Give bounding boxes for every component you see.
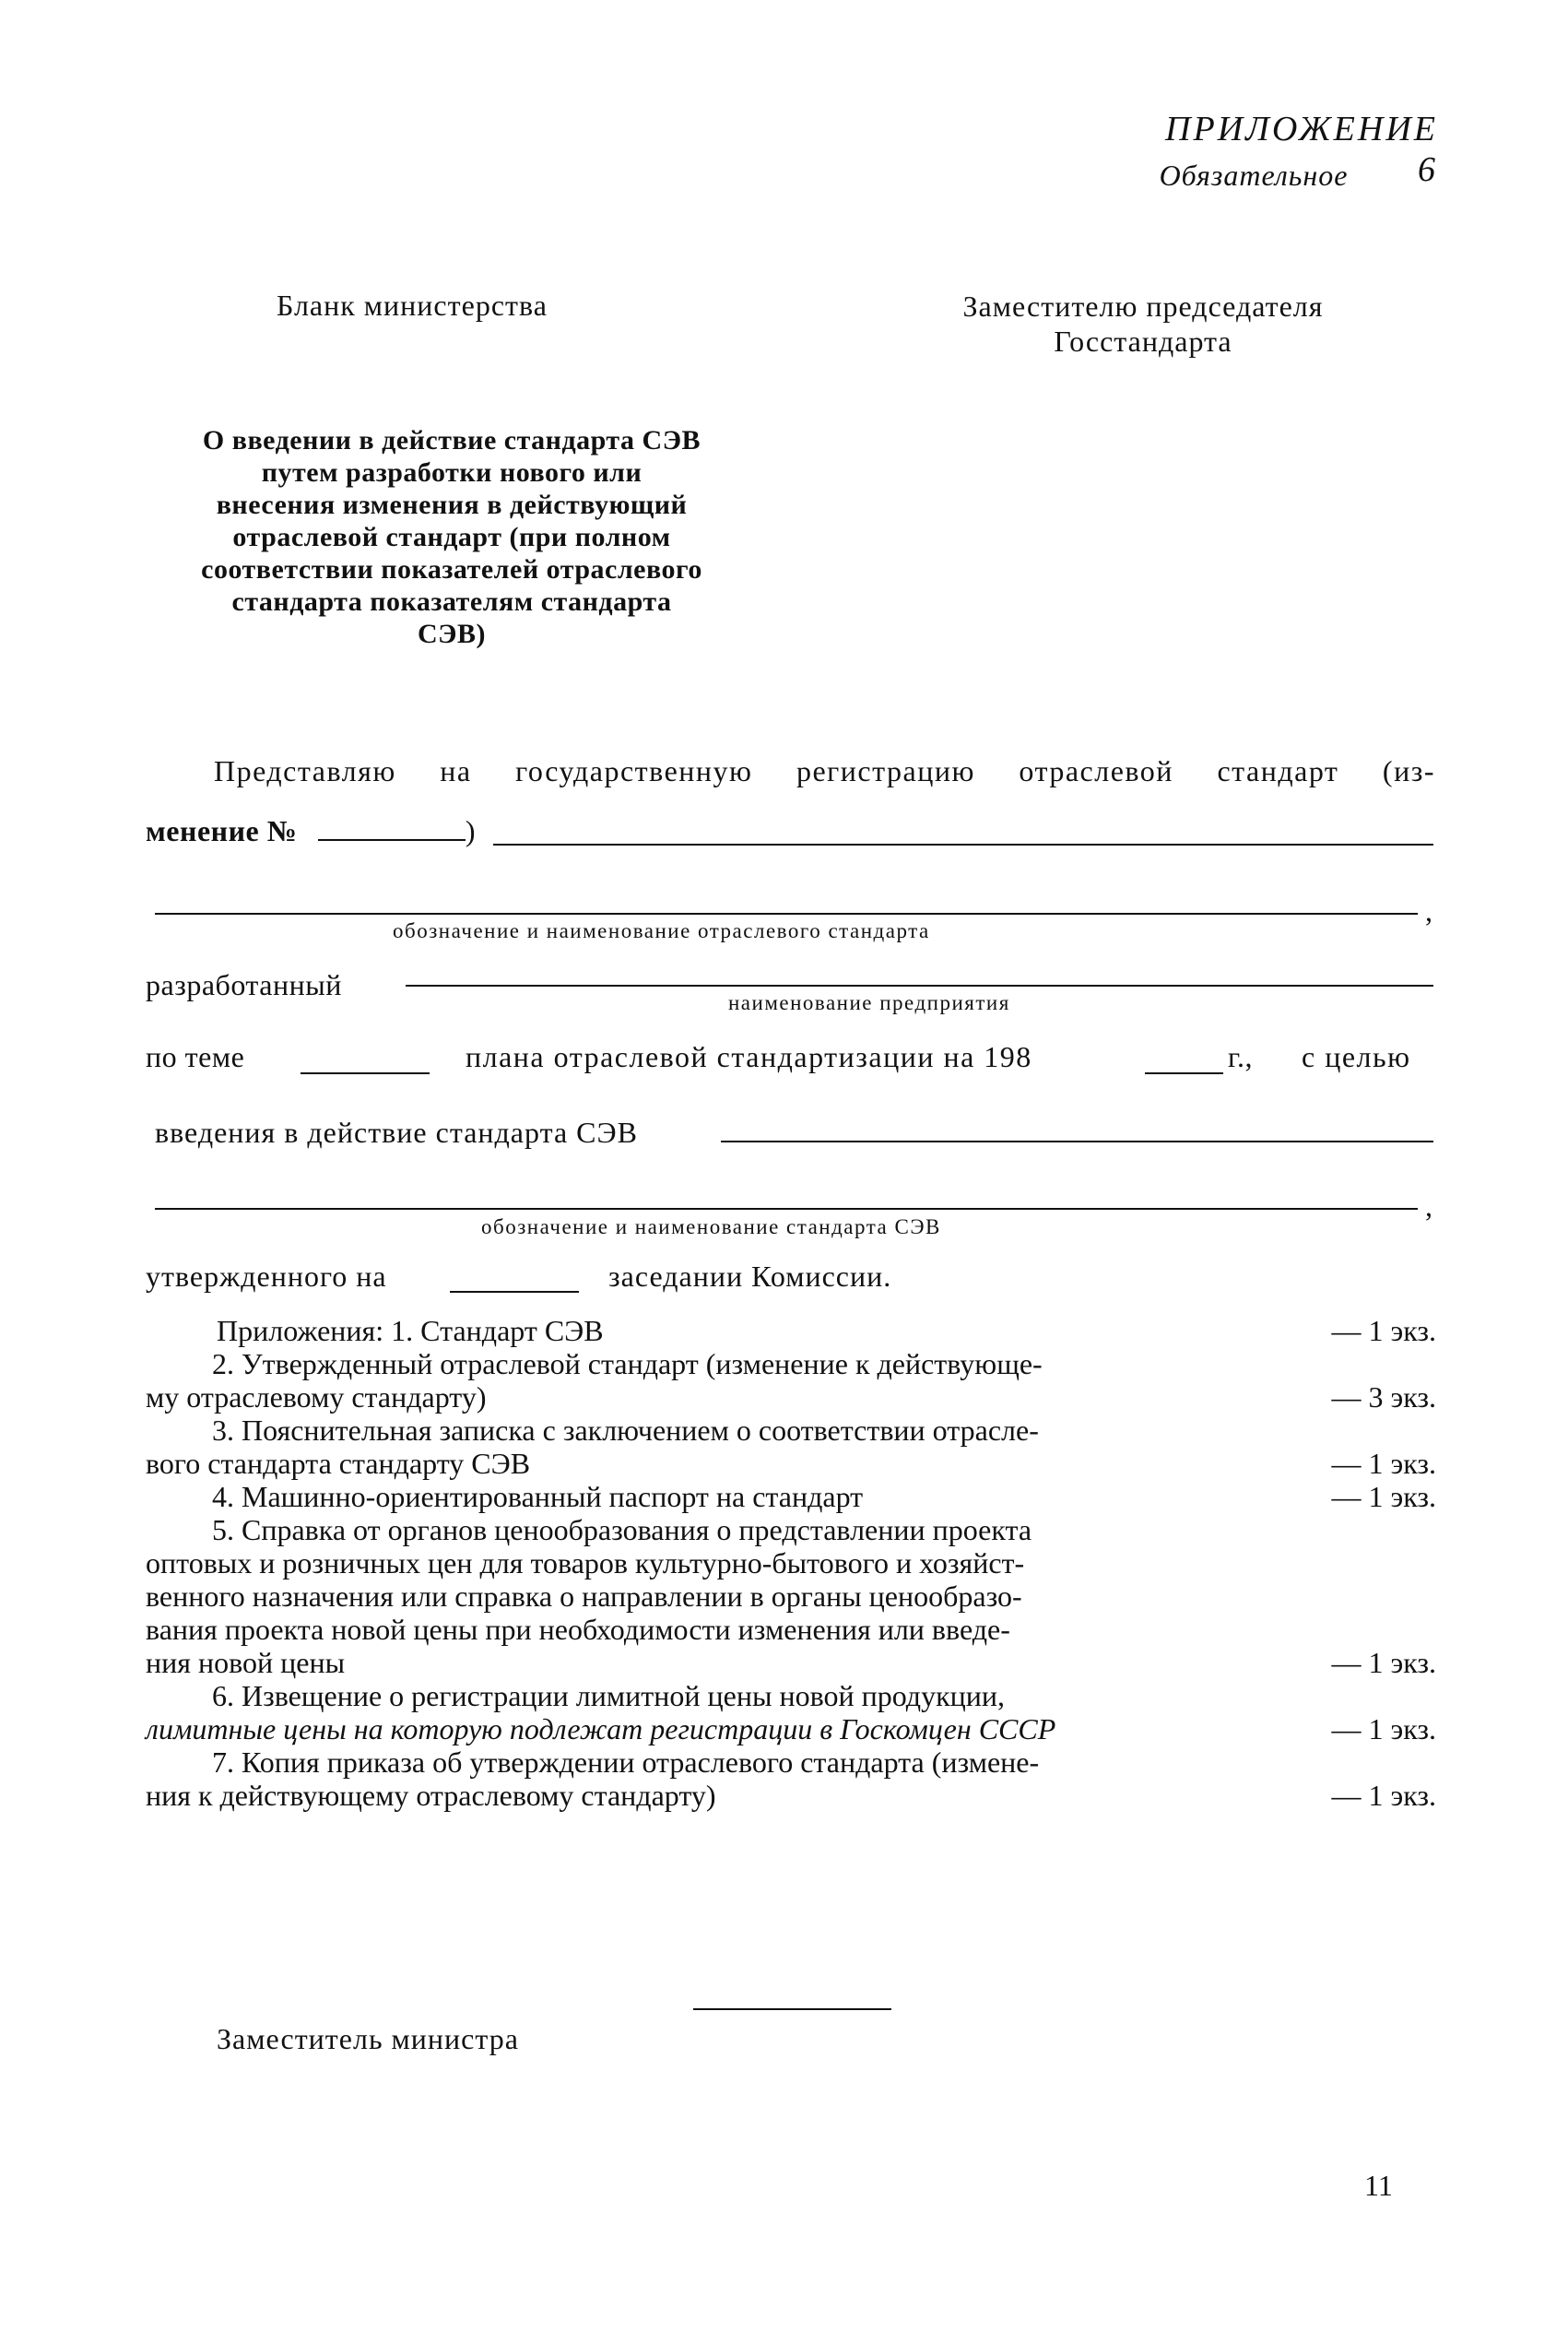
subject-block (138, 424, 765, 650)
attachment-text: 5. Справка от органов ценообразования о представлении проекта (212, 1513, 1032, 1546)
caption-industry-standard: обозначение и наименование отраслевого стандарта (393, 919, 930, 942)
closing-paren: ) (465, 814, 477, 847)
subject-line: соответствии показателей отраслевого (201, 554, 702, 585)
addressee (903, 289, 1383, 359)
attachment-text: 4. Машинно-ориентированный паспорт на стандарт (212, 1480, 864, 1513)
cmea-designation-rule[interactable] (155, 1208, 1418, 1210)
change-number-line (146, 813, 476, 848)
page-number: 11 (1364, 2169, 1393, 2202)
change-continuation-rule (493, 844, 1433, 846)
attachment-copies: — 1 экз. (1331, 1779, 1436, 1812)
attachment-text: вого стандарта стандарту СЭВ (146, 1447, 531, 1480)
addressee-line: Заместителю председателя (962, 290, 1324, 323)
attachment-copies: — 1 экз. (1331, 1646, 1436, 1679)
attachment-copies: — 1 экз. (1331, 1314, 1436, 1347)
subject-line: отраслевой стандарт (при полном (232, 522, 671, 552)
attachment-text: 6. Извещение о регистрации лимитной цены новой продукции, (212, 1679, 1005, 1712)
change-number-label: менение № (146, 814, 298, 847)
cmea-standard-rule[interactable] (721, 1141, 1433, 1142)
attachment-text: ния новой цены (146, 1646, 346, 1679)
end-divider (693, 2008, 891, 2010)
attachment-copies: — 1 экз. (1331, 1712, 1436, 1745)
comma: , (1425, 1189, 1433, 1223)
year-suffix: г., (1228, 1040, 1254, 1073)
cmea-intro: введения в действие стандарта СЭВ (155, 1116, 638, 1149)
subject-line: стандарта показателям стандарта (231, 586, 672, 617)
developed-label: разработанный (146, 968, 342, 1001)
year-blank[interactable] (1145, 1072, 1223, 1074)
attachment-text: 2. Утвержденный отраслевой стандарт (изменение к действующе- (212, 1347, 1043, 1380)
appendix-title: ПРИЛОЖЕНИЕ 6 (1165, 110, 1438, 189)
approved-label: утвержденного на (146, 1260, 387, 1293)
attachment-text: оптовых и розничных цен для товаров культурно-бытового и хозяйст- (146, 1546, 1025, 1580)
attachment-text: 3. Пояснительная записка с заключением о соответствии отрасле- (212, 1414, 1039, 1447)
attachment-copies: — 1 экз. (1331, 1447, 1436, 1480)
addressee-line: Госстандарта (1054, 325, 1232, 358)
attachment-text: вания проекта новой цены при необходимости изменения или введе- (146, 1613, 1010, 1646)
topic-label: по теме (146, 1040, 245, 1073)
change-number-blank[interactable] (318, 813, 466, 841)
industry-standard-rule[interactable] (155, 913, 1418, 915)
subject-line: путем разработки нового или (261, 457, 643, 488)
attachment-text: лимитные цены на которую подлежат регистрации в Госкомцен СССР (146, 1712, 1056, 1745)
plan-text: плана отраслевой стандартизации на 198 (466, 1040, 1032, 1073)
attachment-copies: — 3 экз. (1331, 1380, 1436, 1414)
attachment-text: му отраслевому стандарту) (146, 1380, 487, 1414)
subject-line: О введении в действие стандарта СЭВ (202, 425, 701, 456)
subject-line: СЭВ) (417, 619, 486, 649)
attachment-text: венного назначения или справка о направлении в органы ценообразо- (146, 1580, 1022, 1613)
attachment-copies: — 1 экз. (1331, 1480, 1436, 1513)
appendix-status: Обязательное (1159, 159, 1349, 192)
attachment-text: Приложения: 1. Стандарт СЭВ (217, 1314, 604, 1347)
commission-text: заседании Комиссии. (608, 1260, 892, 1293)
body-intro-line: Представляю на государственную регистрацию отраслевой стандарт (из- (214, 754, 1435, 787)
attachment-text: 7. Копия приказа об утверждении отраслевого стандарта (измене- (212, 1745, 1040, 1779)
subject-line: внесения изменения в действующий (216, 490, 688, 520)
enterprise-rule[interactable] (406, 985, 1433, 987)
comma: , (1425, 894, 1433, 928)
session-date-blank[interactable] (450, 1291, 579, 1293)
caption-enterprise: наименование предприятия (728, 991, 1010, 1014)
attachment-text: ния к действующему отраслевому стандарту) (146, 1779, 716, 1812)
ministry-blank-label: Бланк министерства (277, 289, 548, 322)
deputy-minister-signature: Заместитель министра (217, 2022, 519, 2055)
caption-cmea-standard: обозначение и наименование стандарта СЭВ (481, 1215, 941, 1238)
purpose-text: с целью (1302, 1040, 1411, 1073)
topic-blank[interactable] (301, 1072, 430, 1074)
